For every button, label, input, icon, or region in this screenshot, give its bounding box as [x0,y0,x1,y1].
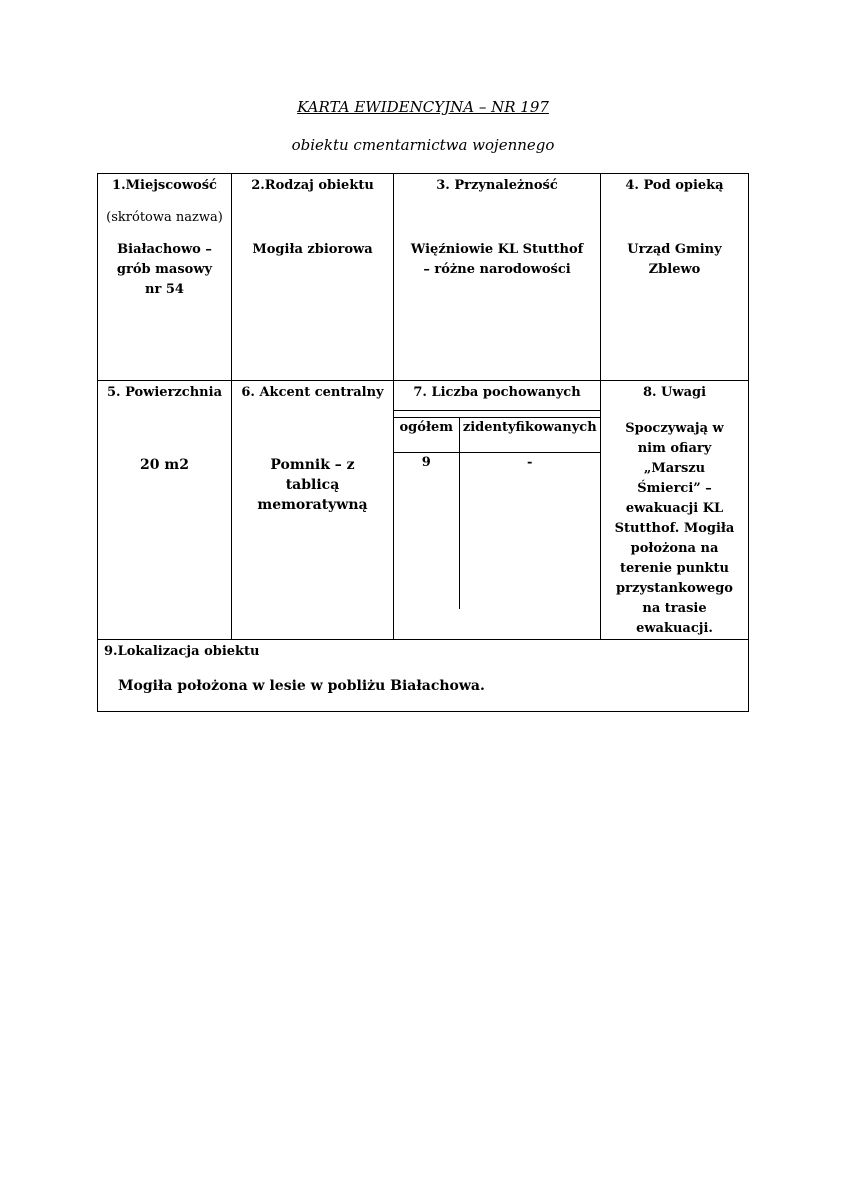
location-value: Mogiła położona w lesie w pobliżu Białachowa. [118,678,485,694]
central-accent-value: Pomnik – z tablicą memoratywną [257,457,368,513]
total-label: ogółem [394,418,459,453]
card-subtitle: obiektu cmentarnictwa wojennego [291,136,555,154]
cell-area [98,381,232,640]
area-value: 20 m2 [140,457,189,473]
table-row [98,640,749,712]
identified-value: - [459,453,600,609]
buried-count-subtable [394,411,600,609]
affiliation-label: 3. Przynależność [436,178,558,193]
locality-sublabel: (skrótowa nazwa) [106,210,223,225]
table-row [98,381,749,640]
cell-location [98,640,749,712]
card-title: KARTA EWIDENCYJNA – NR 197 [297,98,549,116]
remarks-label: 8. Uwagi [642,385,707,400]
central-accent-label: 6. Akcent centralny [241,385,384,400]
identified-label: zidentyfikowanych [459,418,600,453]
object-type-label: 2.Rodzaj obiektu [251,178,374,193]
cell-locality [98,174,232,381]
cell-central-accent [232,381,394,640]
total-value: 9 [394,453,459,609]
buried-count-label: 7. Liczba pochowanych [394,381,600,411]
registration-table [97,173,749,712]
cell-caretaker [601,174,749,381]
remarks-value: Spoczywają w nim ofiary „Marszu Śmierci” – ewakuacji KL Stutthof. Mogiła położona na terenie punktu przystankowego na trasie ewakuacji. [614,421,735,636]
object-type-value: Mogiła zbiorowa [252,242,373,257]
cell-affiliation [394,174,601,381]
caretaker-value: Urząd Gminy Zblewo [627,242,722,277]
area-label: 5. Powierzchnia [106,385,222,400]
location-label: 9.Lokalizacja obiektu [104,644,260,659]
caretaker-label: 4. Pod opieką [625,178,724,193]
locality-value: Białachowo – grób masowy nr 54 [116,242,213,297]
cell-buried-count [394,381,601,640]
cell-remarks [601,381,749,640]
affiliation-value: Więźniowie KL Stutthof – różne narodowości [410,242,584,277]
locality-label: 1.Miejscowość [112,178,217,193]
table-row [98,174,749,381]
cell-object-type [232,174,394,381]
